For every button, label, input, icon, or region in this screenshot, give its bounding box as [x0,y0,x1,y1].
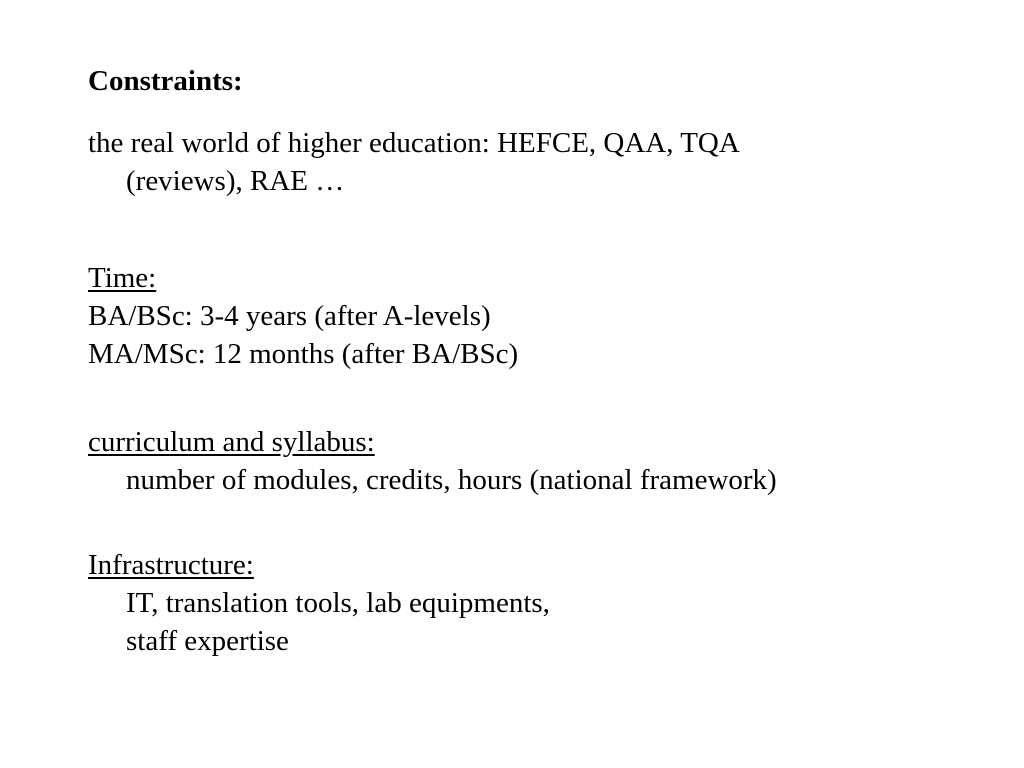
curriculum-section [88,423,988,499]
curriculum-heading: curriculum and syllabus: [88,426,375,458]
time-line-2: MA/MSc: 12 months (after BA/BSc) [88,338,519,370]
infrastructure-heading: Infrastructure: [88,549,254,581]
intro-line-2: (reviews), RAE … [126,165,345,197]
slide-title: Constraints: [88,65,243,97]
infrastructure-line-2: staff expertise [126,625,289,657]
time-section [88,259,988,373]
infrastructure-section [88,546,988,660]
time-heading: Time: [88,262,157,294]
curriculum-line-1: number of modules, credits, hours (national framework) [126,464,777,496]
intro-paragraph [88,124,988,200]
infrastructure-line-1: IT, translation tools, lab equipments, [126,587,550,619]
intro-line-1: the real world of higher education: HEFCE, QAA, TQA [88,127,740,159]
time-line-1: BA/BSc: 3-4 years (after A-levels) [88,300,491,332]
